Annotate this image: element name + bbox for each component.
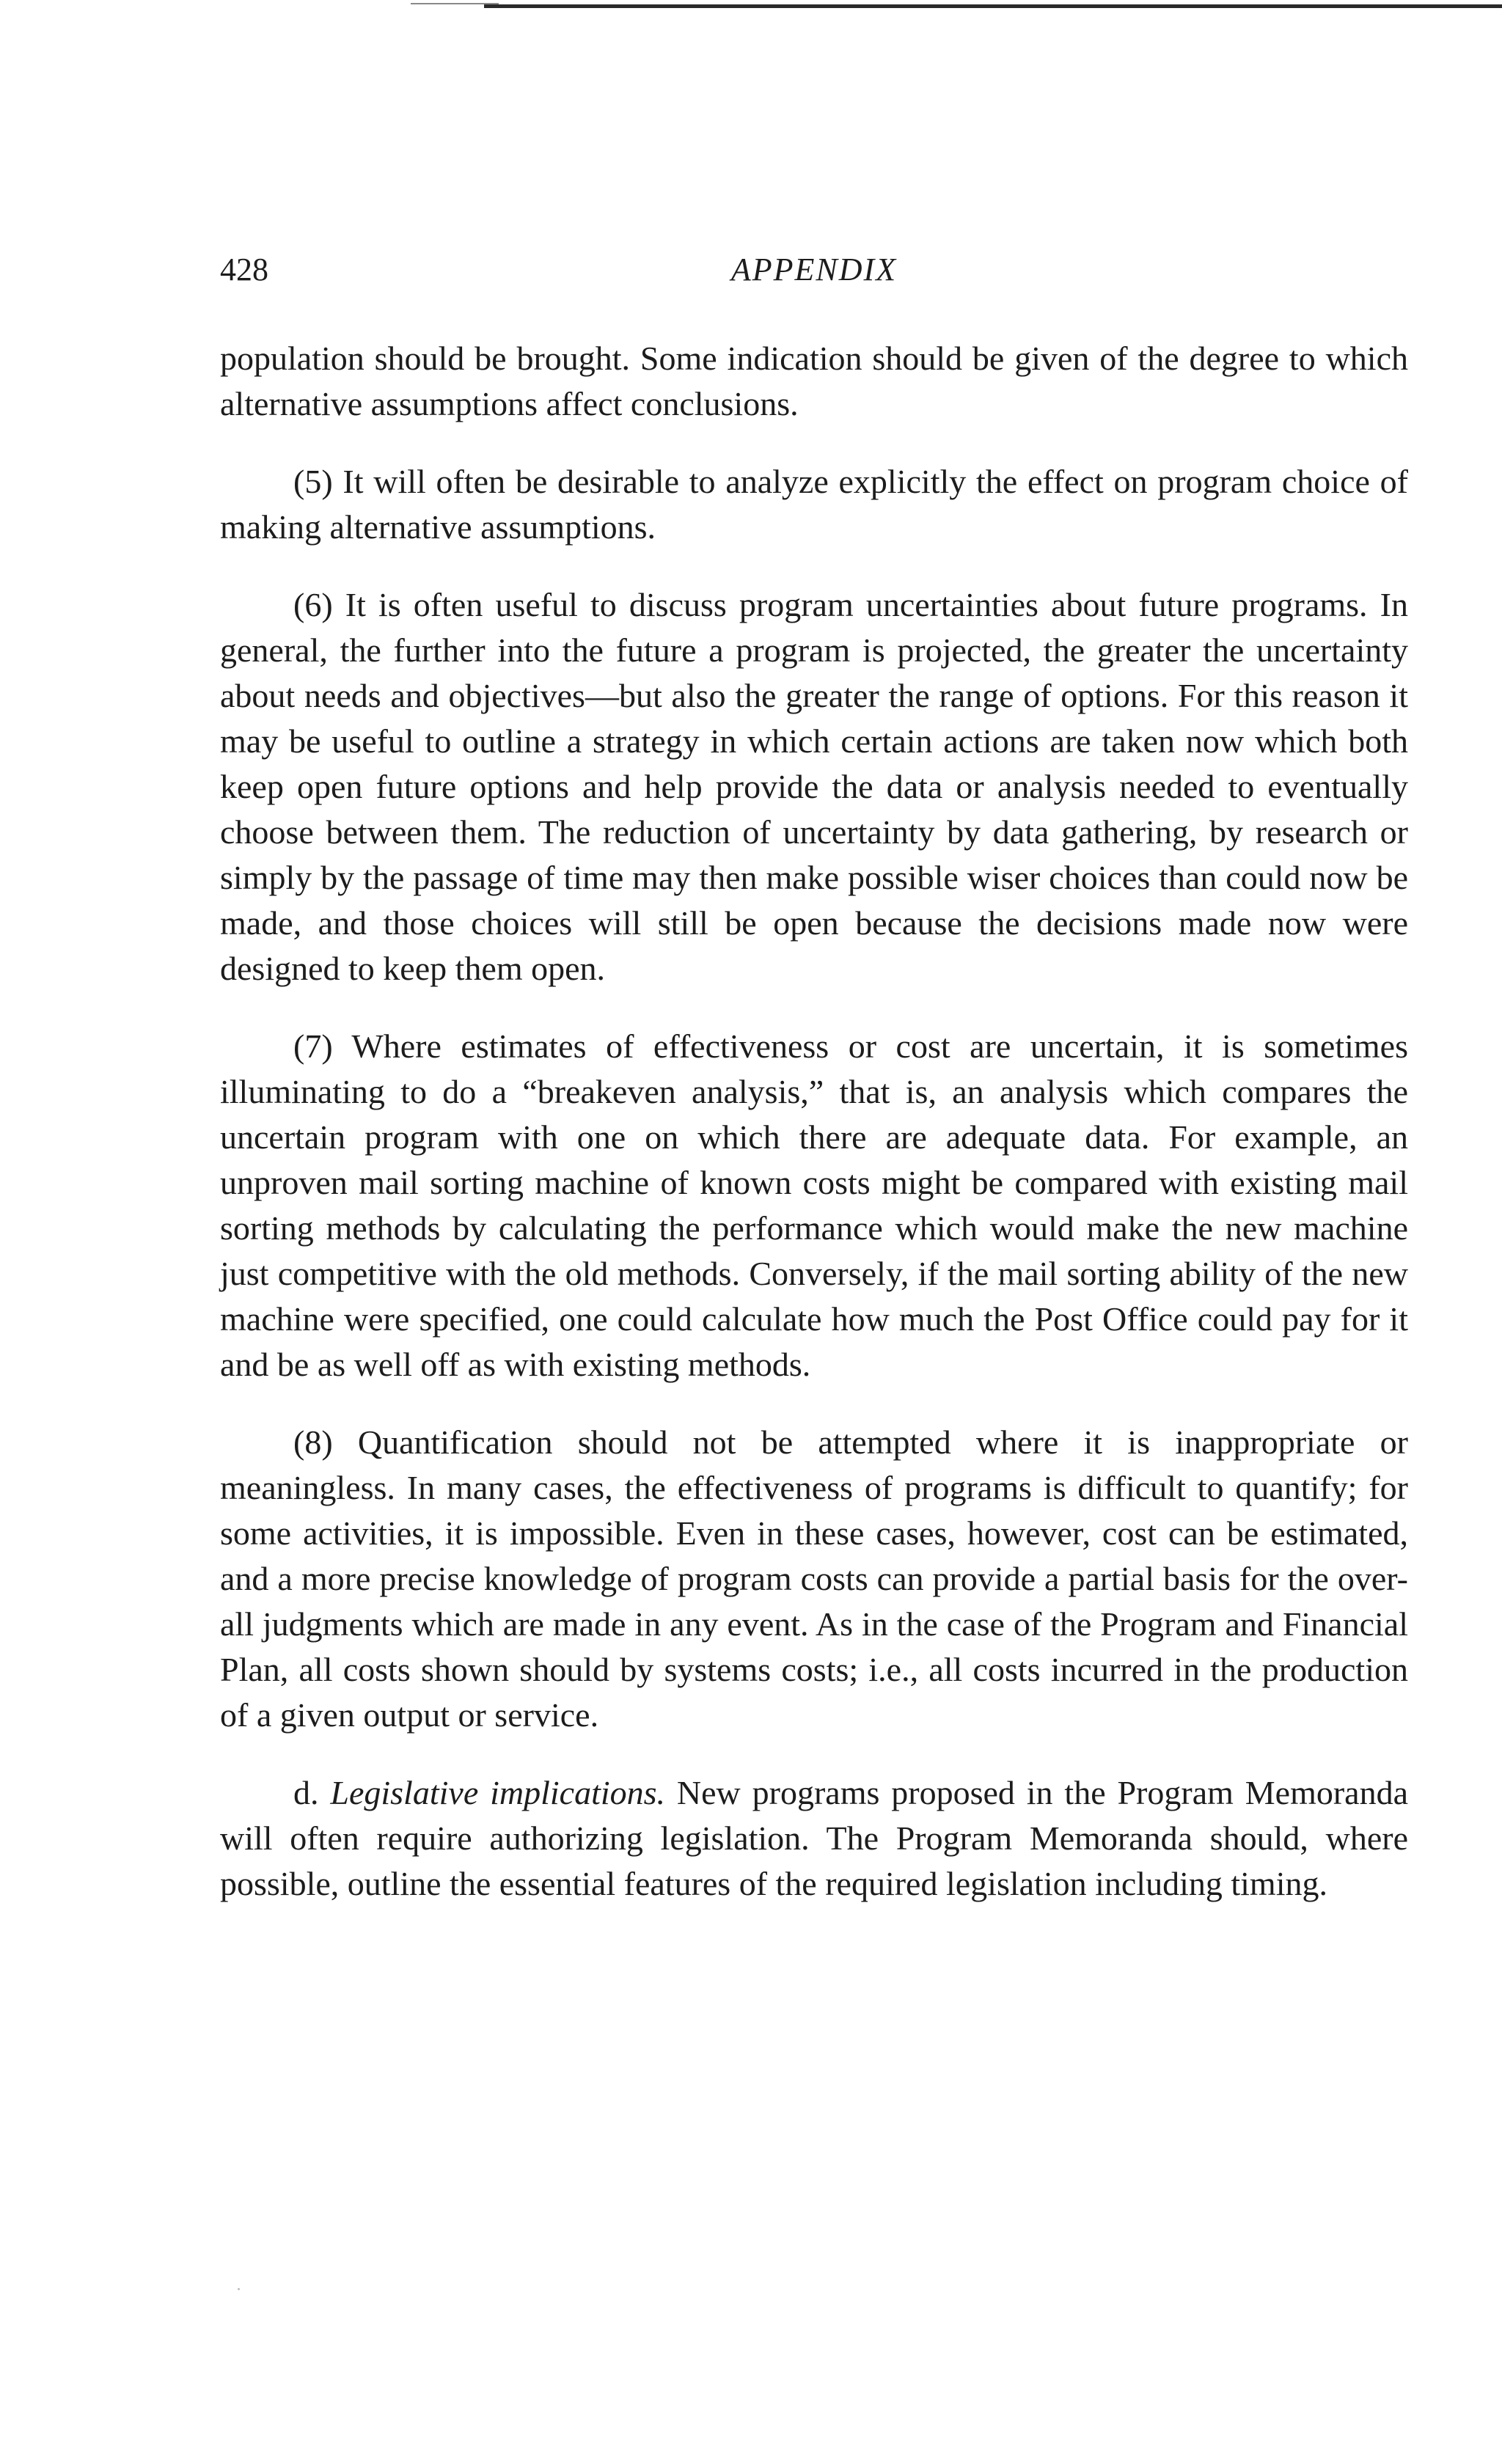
- paragraph-section-d: [220, 1770, 1408, 1907]
- paragraph-item-5: (5) It will often be desirable to analyze explicitly the effect on program choice of making alternative assumptions.: [220, 463, 1408, 546]
- paragraph-continuation: population should be brought. Some indication should be given of the degree to which alternative assumptions affect conclusions.: [220, 340, 1408, 422]
- section-text: New programs proposed in the Program Memoranda will often require authorizing legislation. The Program Memoranda should, where possible, outline the essential features of the required legislation including timing.: [220, 1774, 1409, 1902]
- paragraph-item-6: (6) It is often useful to discuss program uncertainties about future programs. In general, the further into the future a program is projected, the greater the uncertainty about needs and objectives—but also the greater the range of options. For this reason it may be useful to outline a strategy in which certain actions are taken now which both keep open future options and help provide the data or analysis needed to eventually choose between them. The reduction of uncertainty by data gathering, by research or simply by the passage of time may then make possible wiser choices than could now be made, and those choices will still be open because the decisions made now were designed to keep them open.: [220, 586, 1408, 987]
- paragraph-item-7: (7) Where estimates of effectiveness or cost are uncertain, it is sometimes illuminating to do a “breakeven analysis,” that is, an analysis which compares the uncertain program with one on which there are adequate data. For example, an unproven mail sorting machine of known costs might be compared with existing mail sorting methods by calculating the performance which would make the new machine just competitive with the old methods. Conversely, if the mail sorting ability of the new machine were specified, one could calculate how much the Post Office could pay for it and be as well off as with existing methods.: [220, 1027, 1408, 1383]
- section-label: d.: [293, 1774, 319, 1811]
- scan-edge-line: [484, 4, 1502, 8]
- running-head: APPENDIX: [730, 252, 898, 287]
- paragraph-item-8: (8) Quantification should not be attempted where it is inappropriate or meaningless. In many cases, the effectiveness of programs is difficult to quantify; for some activities, it is impossible. Even in these cases, however, cost can be estimated, and a more precise knowledge of program costs can provide a partial basis for the over-all judgments which are made in any event. As in the case of the Program and Financial Plan, all costs shown should by systems costs; i.e., all costs incurred in the production of a given output or service.: [220, 1423, 1408, 1734]
- section-heading: Legislative implications.: [330, 1774, 666, 1811]
- page-number: 428: [220, 252, 268, 287]
- body-text: [220, 336, 1408, 1907]
- page-header: [220, 248, 1408, 292]
- scan-speck: [238, 2288, 240, 2290]
